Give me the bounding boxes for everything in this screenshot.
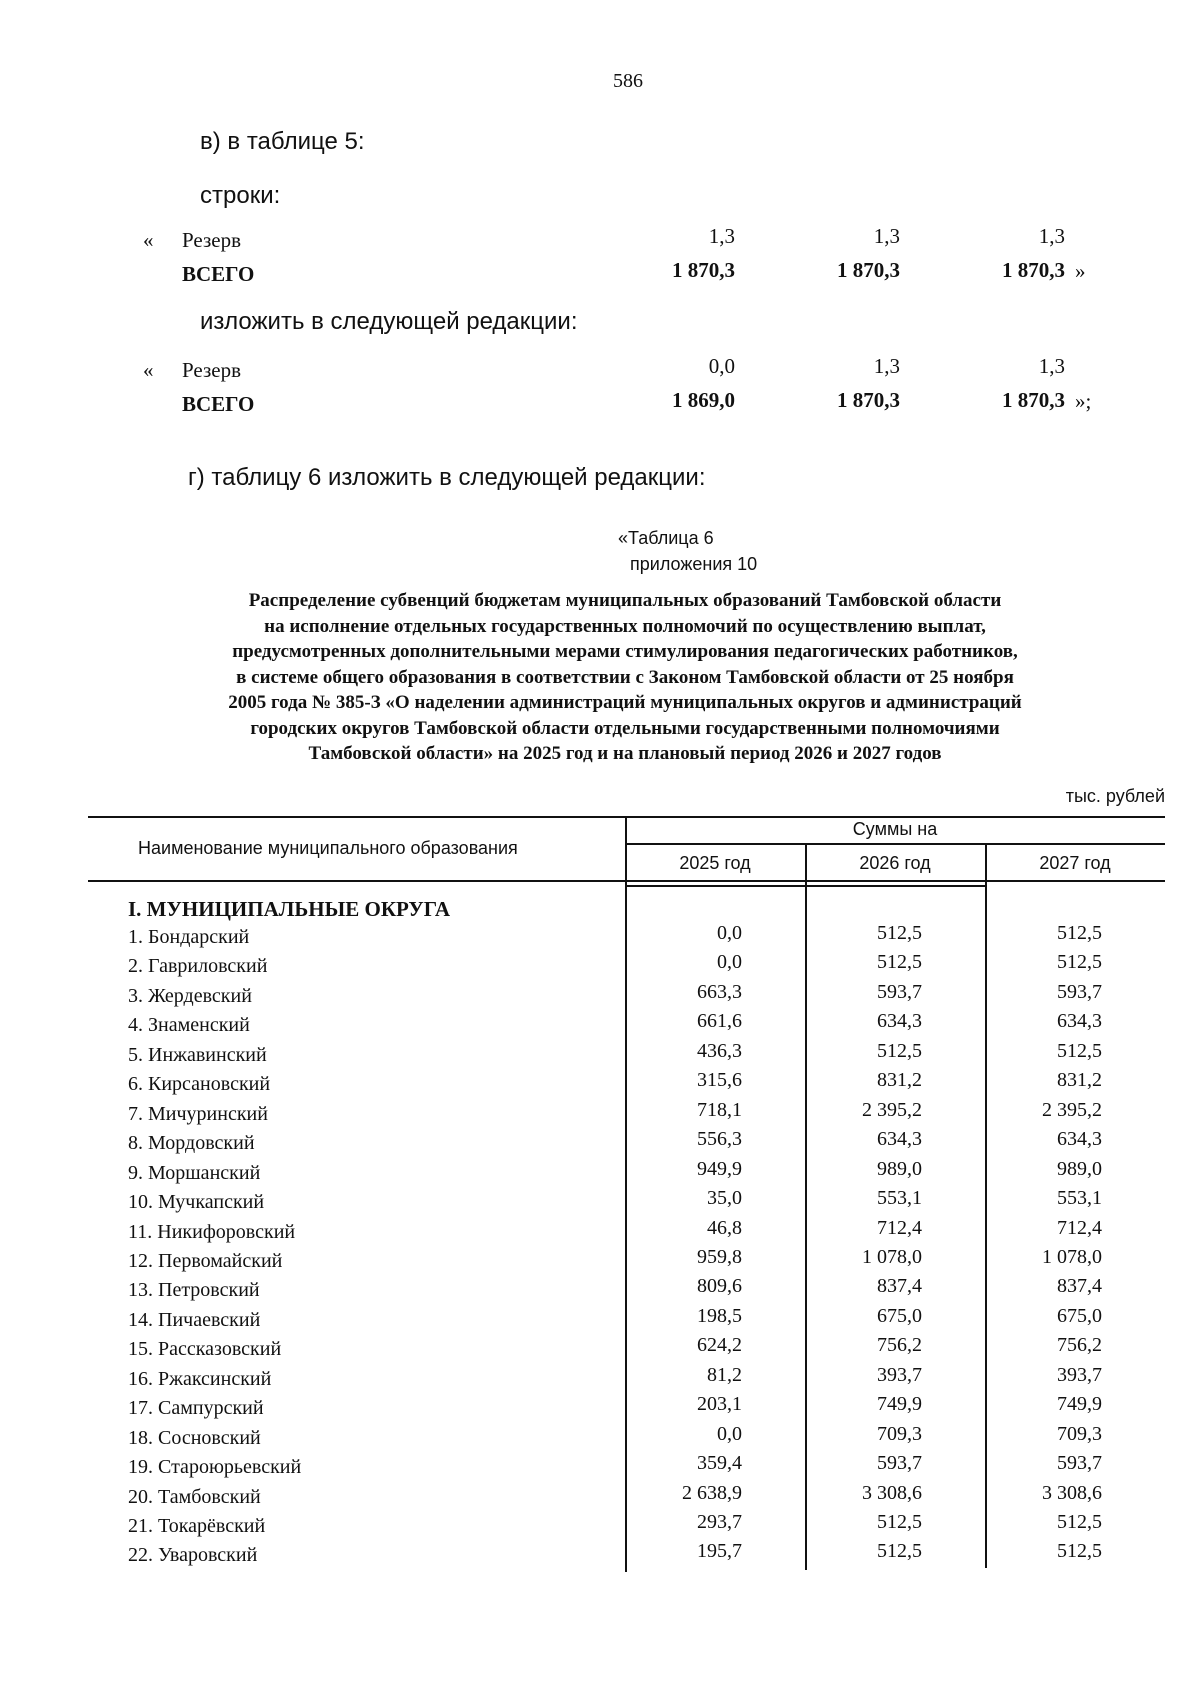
column-header-2027: 2027 год xyxy=(1039,853,1111,873)
quote-close: » xyxy=(1075,259,1086,283)
amount-2027: 709,3 xyxy=(1057,1422,1102,1445)
total-label: ВСЕГО xyxy=(182,392,255,416)
municipality-name: 18. Сосновский xyxy=(128,1426,261,1449)
amount-2027: 512,5 xyxy=(1057,1511,1102,1533)
title-line: на исполнение отдельных государственных полномочий по осуществлению выплат, xyxy=(264,615,986,637)
municipality-name: 4. Знаменский xyxy=(128,1014,250,1037)
municipality-name: 6. Кирсановский xyxy=(128,1073,271,1096)
amount-2026: 709,3 xyxy=(877,1422,922,1445)
amount-2025: 718,1 xyxy=(697,1098,742,1121)
amount-value: 0,0 xyxy=(708,354,735,378)
amount-2027: 634,3 xyxy=(1057,1128,1102,1151)
amount-2025: 359,4 xyxy=(697,1452,742,1475)
amount-2025: 809,6 xyxy=(697,1275,742,1298)
appendix-reference: приложения 10 xyxy=(630,554,758,574)
table-top-border xyxy=(88,816,1165,818)
amount-2026: 393,7 xyxy=(877,1363,922,1386)
title-line: городских округов Тамбовской области отдельными государственными полномочиями xyxy=(250,717,1000,739)
amount-2025: 81,2 xyxy=(707,1363,742,1386)
amount-2026: 512,5 xyxy=(877,922,922,944)
amount-2026: 593,7 xyxy=(877,1452,922,1475)
table-reference: «Таблица 6 xyxy=(618,528,714,548)
table-title xyxy=(130,588,1120,767)
amount-2025: 2 638,9 xyxy=(682,1481,742,1504)
municipality-name: 3. Жердевский xyxy=(128,984,252,1007)
column-header-2025: 2025 год xyxy=(679,853,751,873)
amount-2027: 512,5 xyxy=(1057,951,1102,974)
municipality-name: 22. Уваровский xyxy=(128,1544,258,1567)
municipality-name: 8. Мордовский xyxy=(128,1132,255,1155)
title-line: 2005 года № 385-З «О наделении администраций муниципальных округов и администраций xyxy=(228,692,1022,713)
body-top-border xyxy=(625,885,985,887)
municipality-name: 19. Староюрьевский xyxy=(128,1456,302,1479)
amount-2025: 0,0 xyxy=(717,951,742,974)
municipality-name: 1. Бондарский xyxy=(128,926,250,948)
header-bottom-border xyxy=(88,880,1165,882)
amount-2025: 35,0 xyxy=(707,1187,742,1210)
title-line: предусмотренных дополнительными мерами стимулирования педагогических работников, xyxy=(232,641,1018,662)
amount-2027: 593,7 xyxy=(1057,980,1102,1003)
municipality-name: 5. Инжавинский xyxy=(128,1043,267,1066)
amount-2027: 3 308,6 xyxy=(1042,1481,1102,1504)
reserve-label: Резерв xyxy=(182,228,242,252)
header-divider xyxy=(625,843,1165,845)
amount-value: 1 870,3 xyxy=(837,258,900,282)
municipality-name: 21. Токарёвский xyxy=(128,1515,266,1537)
amount-value: 1,3 xyxy=(873,224,900,248)
amount-2025: 293,7 xyxy=(697,1511,742,1533)
amount-2026: 837,4 xyxy=(877,1275,922,1298)
municipality-name: 17. Сампурский xyxy=(128,1397,264,1420)
amount-2026: 712,4 xyxy=(877,1216,922,1239)
replace-label: изложить в следующей редакции: xyxy=(200,308,578,335)
amount-2027: 2 395,2 xyxy=(1042,1098,1102,1121)
amount-value: 1 870,3 xyxy=(837,388,900,412)
section-heading: I. МУНИЦИПАЛЬНЫЕ ОКРУГА xyxy=(128,897,451,921)
amount-2026: 512,5 xyxy=(877,1540,922,1563)
item-v-heading: в) в таблице 5: xyxy=(200,128,365,155)
amount-2025: 949,9 xyxy=(697,1157,742,1180)
amount-2026: 512,5 xyxy=(877,951,922,974)
amount-2025: 198,5 xyxy=(697,1304,742,1327)
amount-value: 1,3 xyxy=(708,224,735,248)
amount-2025: 556,3 xyxy=(697,1128,742,1151)
amount-2025: 195,7 xyxy=(697,1540,742,1563)
amount-2026: 756,2 xyxy=(877,1334,922,1357)
amount-2026: 512,5 xyxy=(877,1039,922,1062)
reserve-label: Резерв xyxy=(182,358,242,382)
quote-open: « xyxy=(143,358,154,382)
amount-2026: 749,9 xyxy=(877,1393,922,1416)
amount-2027: 593,7 xyxy=(1057,1452,1102,1475)
amount-2027: 989,0 xyxy=(1057,1157,1102,1180)
amount-2027: 512,5 xyxy=(1057,922,1102,944)
amount-value: 1,3 xyxy=(1038,224,1065,248)
units-label: тыс. рублей xyxy=(1065,786,1165,806)
amount-value: 1 870,3 xyxy=(1002,258,1065,282)
title-line: Тамбовской области» на 2025 год и на плановый период 2026 и 2027 годов xyxy=(308,743,942,764)
item-g-heading: г) таблицу 6 изложить в следующей редакции: xyxy=(188,464,706,491)
amount-2026: 989,0 xyxy=(877,1157,922,1180)
amount-2025: 0,0 xyxy=(717,1422,742,1445)
amount-2025: 46,8 xyxy=(707,1216,742,1239)
amount-2025: 959,8 xyxy=(697,1245,742,1268)
amount-2026: 675,0 xyxy=(877,1304,922,1327)
municipality-name: 14. Пичаевский xyxy=(128,1308,261,1331)
amount-2027: 553,1 xyxy=(1057,1187,1102,1210)
amount-2027: 712,4 xyxy=(1057,1216,1102,1239)
column-header-2026: 2026 год xyxy=(859,853,931,873)
amount-2026: 1 078,0 xyxy=(862,1245,922,1268)
municipality-name: 11. Никифоровский xyxy=(128,1220,296,1243)
amount-value: 1 869,0 xyxy=(672,388,735,412)
page-number: 586 xyxy=(613,70,643,92)
amount-2027: 756,2 xyxy=(1057,1334,1102,1357)
amount-2025: 315,6 xyxy=(697,1069,742,1092)
amount-2026: 634,3 xyxy=(877,1128,922,1151)
column-header-name: Наименование муниципального образования xyxy=(138,838,518,858)
title-line: в системе общего образования в соответствии с Законом Тамбовской области от 25 ноября xyxy=(236,666,1014,688)
quote-close: »; xyxy=(1075,389,1092,413)
municipality-name: 7. Мичуринский xyxy=(128,1102,268,1125)
column-header-sums: Суммы на xyxy=(852,819,938,839)
amount-2027: 837,4 xyxy=(1057,1275,1102,1298)
amount-2026: 512,5 xyxy=(877,1511,922,1533)
amount-2027: 512,5 xyxy=(1057,1540,1102,1563)
amount-2025: 663,3 xyxy=(697,980,742,1003)
amount-2027: 1 078,0 xyxy=(1042,1245,1102,1268)
amount-2025: 624,2 xyxy=(697,1334,742,1357)
municipality-name: 9. Моршанский xyxy=(128,1161,261,1184)
amount-2026: 593,7 xyxy=(877,980,922,1003)
amount-2026: 2 395,2 xyxy=(862,1098,922,1121)
municipality-name: 15. Рассказовский xyxy=(128,1338,282,1361)
amount-2026: 553,1 xyxy=(877,1187,922,1210)
municipality-name: 12. Первомайский xyxy=(128,1249,283,1272)
amount-2026: 831,2 xyxy=(877,1069,922,1092)
amount-2027: 749,9 xyxy=(1057,1393,1102,1416)
table-row xyxy=(128,1540,1168,1574)
quote-open: « xyxy=(143,228,154,252)
amount-2025: 661,6 xyxy=(697,1010,742,1033)
amount-value: 1,3 xyxy=(873,354,900,378)
amount-2027: 675,0 xyxy=(1057,1304,1102,1327)
amount-2026: 3 308,6 xyxy=(862,1481,922,1504)
amount-2025: 436,3 xyxy=(697,1039,742,1062)
amount-2026: 634,3 xyxy=(877,1010,922,1033)
total-label: ВСЕГО xyxy=(182,262,255,286)
municipality-name: 2. Гавриловский xyxy=(128,955,268,978)
amount-2027: 393,7 xyxy=(1057,1363,1102,1386)
title-line: Распределение субвенций бюджетам муниципальных образований Тамбовской области xyxy=(248,590,1002,611)
amount-2027: 634,3 xyxy=(1057,1010,1102,1033)
amount-2027: 512,5 xyxy=(1057,1039,1102,1062)
municipality-name: 16. Ржаксинский xyxy=(128,1367,272,1390)
rows-label: строки: xyxy=(200,182,281,209)
amount-value: 1 870,3 xyxy=(1002,388,1065,412)
municipality-name: 10. Мучкапский xyxy=(128,1191,265,1214)
amount-2027: 831,2 xyxy=(1057,1069,1102,1092)
amount-2025: 203,1 xyxy=(697,1393,742,1416)
amount-value: 1 870,3 xyxy=(672,258,735,282)
amount-2025: 0,0 xyxy=(717,922,742,944)
municipality-name: 20. Тамбовский xyxy=(128,1485,261,1508)
amount-value: 1,3 xyxy=(1038,354,1065,378)
municipality-name: 13. Петровский xyxy=(128,1279,260,1302)
